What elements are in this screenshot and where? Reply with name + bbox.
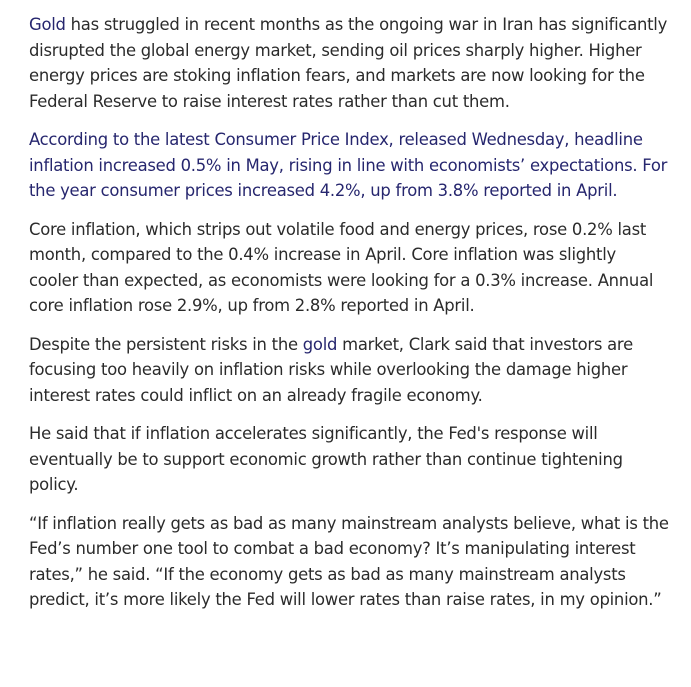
paragraph-5-text: He said that if inflation accelerates significantly, the Fed's response will eventually be to support economic growth rather than continue tightening policy. bbox=[29, 424, 623, 494]
paragraph-4-text-after: market, Clark said that investors are focusing too heavily on inflation risks while overlooking the damage higher interest rates could inflict on an already fragile economy. bbox=[29, 334, 633, 405]
article-body bbox=[29, 12, 669, 626]
gold-link[interactable]: Gold bbox=[29, 15, 66, 34]
paragraph-6 bbox=[29, 511, 669, 613]
paragraph-6-text: “If inflation really gets as bad as many mainstream analysts believe, what is the Fed’s number one tool to combat a bad economy? It’s manipulating interest rates,” he said. “If the economy gets as bad as many mainstream analysts predict, it’s more likely the Fed will lower rates than raise rates, in my opinion.” bbox=[29, 513, 669, 609]
gold-market-link[interactable]: gold bbox=[302, 334, 338, 354]
paragraph-1 bbox=[29, 12, 669, 114]
paragraph-3-text: Core inflation, which strips out volatile food and energy prices, rose 0.2% last month, compared to the 0.4% increase in April. Core inflation was slightly cooler than expected, as economists were looking for a 0.3% increase. Annual core inflation rose 2.9%, up from 2.8% reported in April. bbox=[29, 219, 654, 315]
paragraph-4 bbox=[29, 332, 669, 409]
paragraph-2 bbox=[29, 127, 669, 204]
paragraph-3 bbox=[29, 217, 669, 319]
paragraph-1-text: has struggled in recent months as the ongoing war in Iran has significantly disrupted the global energy market, sending oil prices sharply higher. Higher energy prices are stoking inflation fears, and markets are now looking for the Federal Reserve to raise interest rates rather than cut them. bbox=[29, 15, 668, 111]
paragraph-5 bbox=[29, 421, 669, 498]
paragraph-4-text-before: Despite the persistent risks in the bbox=[29, 334, 303, 354]
cpi-report-link[interactable]: According to the latest Consumer Price Index, released Wednesday, headline inflation increased 0.5% in May, rising in line with economists’ expectations. For the year consumer prices increased 4.2%, up from 3.8% reported in April. bbox=[29, 130, 668, 200]
